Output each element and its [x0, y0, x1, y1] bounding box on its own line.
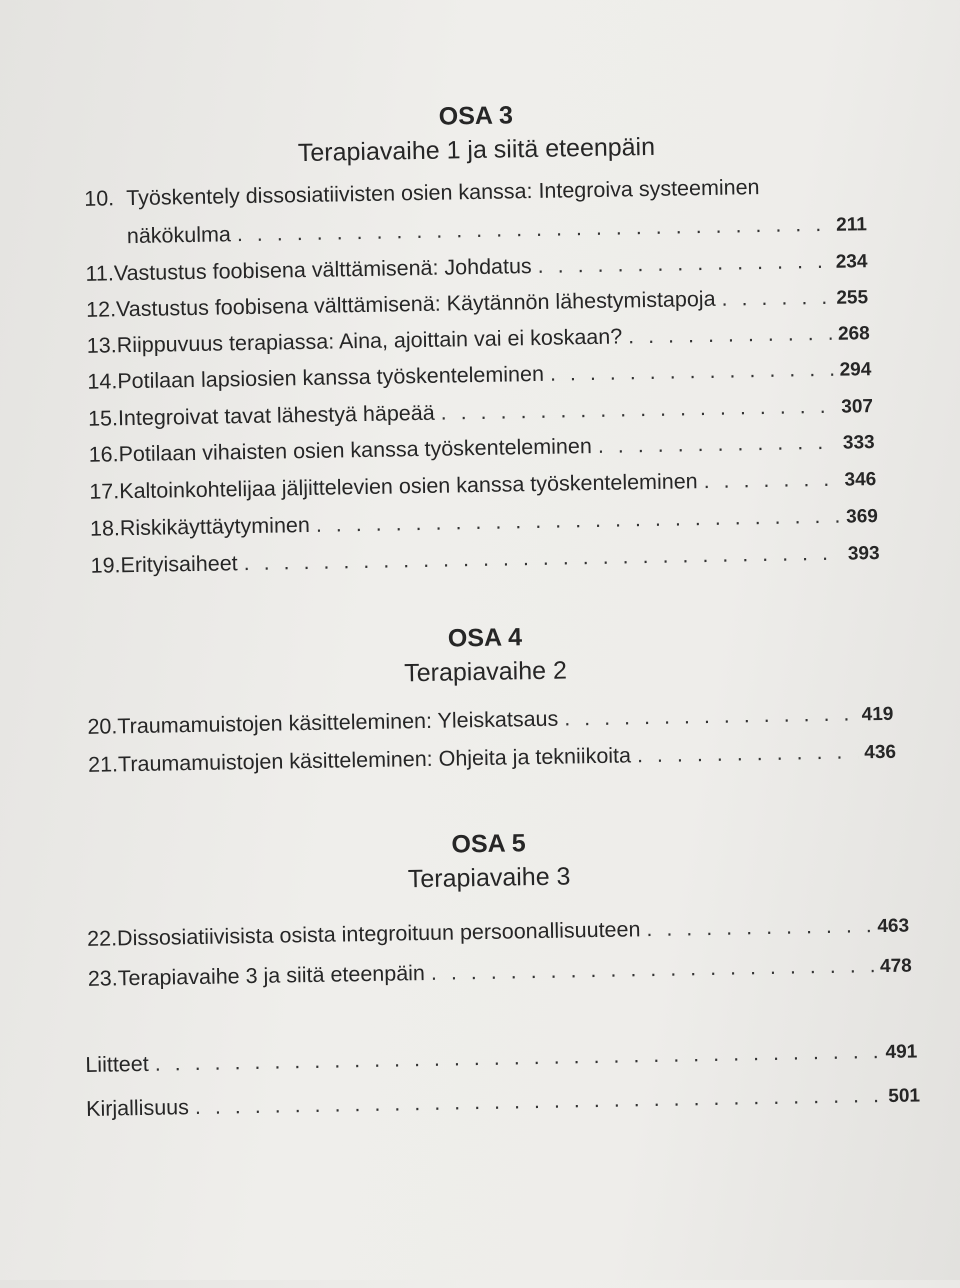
entry-page: 419: [861, 703, 894, 726]
entry-title: Työskentely dissosiatiivisten osien kanssa: Integroiva systeeminen: [126, 175, 760, 211]
entry-title: Kirjallisuus: [85, 1095, 190, 1121]
part-label: OSA 5: [451, 829, 526, 859]
part-title: Terapiavaihe 3: [407, 862, 571, 894]
entry-page: 307: [841, 396, 874, 418]
toc-entry: [88, 429, 874, 468]
entry-number: 10.: [84, 186, 115, 211]
entry-title: Traumamuistojen käsitteleminen: Ohjeita ja tekniikoita: [117, 743, 632, 777]
toc-entry: [87, 356, 871, 395]
entry-title: Integroivat tavat lähestyä häpeää: [117, 400, 435, 431]
part-title: Terapiavaihe 2: [404, 656, 568, 688]
entry-title: Potilaan lapsiosien kanssa työskenteleminen: [117, 361, 545, 394]
toc-entry: [90, 540, 879, 579]
dot-leader: [550, 357, 834, 387]
entry-title: Terapiavaihe 3 ja siitä eteenpäin: [117, 961, 426, 991]
entry-title: Potilaan vihaisten osien kanssa työskenteleminen: [118, 434, 593, 467]
entry-page: 463: [877, 915, 910, 938]
entry-title: Traumamuistojen käsitteleminen: Yleiskatsaus: [117, 706, 559, 739]
entry-number: 21.: [87, 752, 119, 777]
dot-leader: [628, 321, 832, 350]
part-title: Terapiavaihe 1 ja siitä eteenpäin: [297, 132, 656, 168]
entry-number: 23.: [87, 966, 118, 991]
dot-leader: [537, 249, 829, 279]
entry-title: Vastustus foobisena välttämisenä: Johdatus: [113, 254, 532, 286]
entry-number: 20.: [87, 714, 118, 739]
entry-title: Vastustus foobisena välttämisenä: Käytännön lähestymistapoja: [115, 286, 716, 322]
toc-entry: [86, 284, 868, 323]
toc-entry: [85, 248, 867, 287]
entry-page: 501: [888, 1085, 921, 1107]
entry-title: Riippuvuus terapiassa: Aina, ajoittain vai ei koskaan?: [116, 324, 623, 358]
dot-leader: [195, 1083, 883, 1120]
dot-leader: [440, 394, 835, 426]
entry-title: Liitteet: [85, 1051, 149, 1077]
entry-number: 15.: [87, 406, 119, 431]
entry-title: Riskikäyttäytyminen: [119, 512, 311, 541]
entry-page: 369: [846, 506, 879, 528]
entry-page: 211: [835, 214, 867, 236]
toc-entry: [84, 174, 824, 212]
entry-number: 18.: [89, 516, 121, 541]
toc-entry: [88, 953, 912, 992]
dot-leader: [646, 913, 871, 942]
entry-page: 491: [885, 1041, 918, 1063]
toc-entry: [87, 701, 893, 740]
toc-entry: [87, 320, 870, 359]
dot-leader: [564, 701, 856, 731]
entry-page: 393: [847, 543, 880, 565]
dot-leader: [237, 212, 831, 247]
dot-leader: [703, 467, 838, 494]
toc-entry: [87, 913, 909, 952]
entry-number: 11.: [85, 261, 115, 286]
toc-entry-bibliography: [86, 1082, 920, 1122]
dot-leader: [431, 953, 875, 986]
dot-leader: [598, 430, 838, 459]
entry-page: 333: [842, 432, 875, 454]
part-label: OSA 3: [438, 101, 514, 131]
dot-leader: [721, 285, 830, 312]
entry-title: Kaltoinkohtelijaa jäljittelevien osien kanssa työskenteleminen: [119, 469, 698, 504]
entry-number: 13.: [86, 333, 117, 358]
dot-leader: [637, 739, 859, 768]
entry-number: 19.: [90, 553, 121, 578]
dot-leader: [243, 541, 842, 576]
dot-leader: [154, 1039, 879, 1077]
entry-page: 234: [835, 251, 868, 273]
entry-number: 12.: [85, 297, 117, 322]
entry-page: 478: [879, 955, 912, 978]
toc-entry: [88, 393, 873, 432]
toc-entry: [88, 739, 896, 778]
entry-page: 436: [864, 741, 897, 764]
entry-number: 14.: [87, 369, 118, 394]
entry-number: 17.: [89, 479, 120, 504]
entry-title: Erityisaiheet: [120, 551, 238, 578]
entry-number: 16.: [88, 442, 119, 467]
part-label: OSA 4: [447, 623, 523, 653]
toc-entry: [89, 466, 876, 505]
entry-page: 346: [844, 469, 877, 491]
entry-number: 22.: [86, 926, 118, 951]
entry-page: 255: [836, 287, 869, 309]
toc-entry: [90, 503, 878, 542]
toc-entry-continued: [127, 211, 867, 249]
entry-page: 268: [837, 323, 870, 345]
entry-title: Dissosiatiivisista osista integroituun persoonallisuuteen: [116, 917, 641, 951]
entry-title-continued: näkökulma: [126, 222, 232, 249]
toc-entry-appendices: [85, 1038, 917, 1078]
dot-leader: [316, 504, 841, 538]
entry-page: 294: [839, 359, 872, 381]
